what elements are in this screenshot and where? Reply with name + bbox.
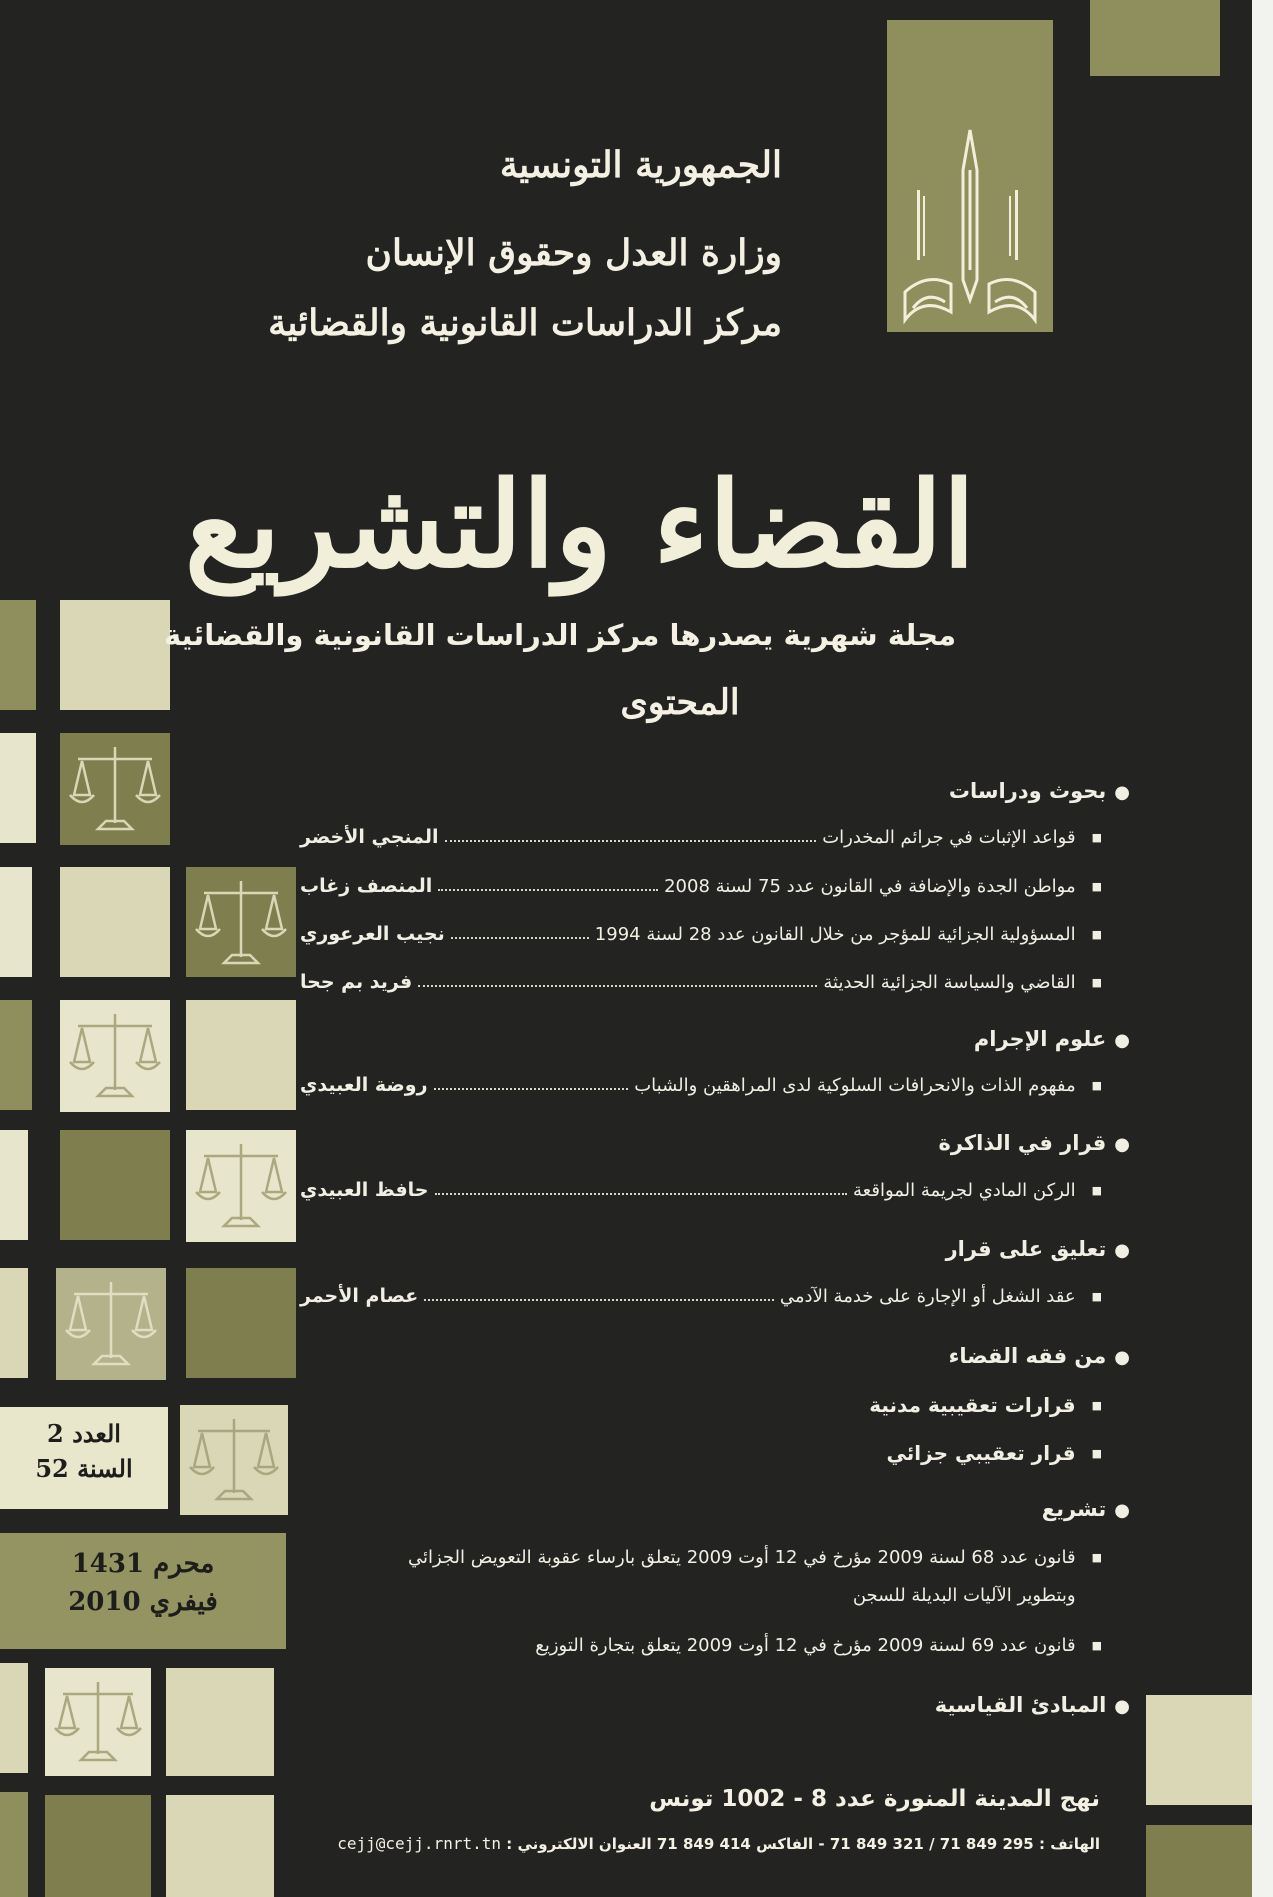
hijri-date: محرم 1431: [71, 1549, 215, 1579]
scales-of-justice-icon: [45, 1668, 151, 1776]
scales-of-justice-icon: [186, 867, 296, 977]
scales-of-justice-icon: [180, 1405, 288, 1515]
deco-square: [166, 1668, 274, 1776]
deco-square: [0, 1792, 28, 1897]
toc-entry-continuation: وبتطوير الآليات البديلة للسجن: [852, 1584, 1076, 1606]
toc-section-heading: ●المبادئ القياسية: [934, 1693, 1130, 1717]
scales-of-justice-icon: [60, 1000, 170, 1112]
ministry-logo: [887, 20, 1053, 332]
toc-entry: ■ قواعد الإثبات في جرائم المخدرات المنجي الأخضر: [300, 826, 1102, 848]
toc-entry: ■ عقد الشغل أو الإجارة على خدمة الآدمي عصام الأحمر: [300, 1285, 1102, 1307]
deco-square: [0, 1663, 28, 1773]
toc-entry: ■ مفهوم الذات والانحرافات السلوكية لدى المراهقين والشباب روضة العبيدي: [300, 1074, 1102, 1096]
toc-section-heading: ●من فقه القضاء: [948, 1344, 1130, 1368]
deco-square: [186, 1130, 296, 1242]
deco-square: [0, 600, 36, 710]
page-edge: [1252, 0, 1273, 1897]
toc-entry: ■ قانون عدد 68 لسنة 2009 مؤرخ في 12 أوت 2009 يتعلق بارساء عقوبة التعويض الجزائي: [407, 1546, 1102, 1568]
toc-entry: ■ القاضي والسياسة الجزائية الحديثة فريد بم جحا: [300, 971, 1102, 993]
scales-of-justice-icon: [60, 733, 170, 845]
toc-entry: ■ قانون عدد 69 لسنة 2009 مؤرخ في 12 أوت 2009 يتعلق بتجارة التوزيع: [535, 1634, 1102, 1656]
scales-of-justice-icon: [186, 1130, 296, 1242]
center-name: مركز الدراسات القانونية والقضائية: [268, 302, 782, 344]
deco-square: [60, 1130, 170, 1240]
deco-square: [0, 1130, 28, 1240]
deco-square: [1090, 0, 1220, 76]
deco-square: [45, 1795, 151, 1897]
deco-square: [56, 1268, 166, 1380]
deco-square: [186, 1268, 296, 1378]
toc-section-heading: ●تعليق على قرار: [945, 1237, 1130, 1261]
deco-square: [1146, 1825, 1252, 1897]
issue-year: السنة 52: [35, 1454, 133, 1483]
scales-of-justice-icon: [56, 1268, 166, 1380]
toc-entry: ■ المسؤولية الجزائية للمؤجر من خلال القانون عدد 28 لسنة 1994 نجيب العرعوري: [300, 923, 1102, 945]
deco-square: [0, 1000, 32, 1110]
toc-entry: ■ قرارات تعقيبية مدنية: [869, 1393, 1102, 1417]
deco-square: [60, 733, 170, 845]
toc-entry: ■ قرار تعقيبي جزائي: [886, 1441, 1102, 1465]
contact-email: cejj@cejj.rnrt.tn: [337, 1834, 501, 1853]
toc-section-heading: ●قرار في الذاكرة: [938, 1131, 1130, 1155]
postal-address: نهج المدينة المنورة عدد 8 - 1002 تونس: [649, 1786, 1100, 1812]
deco-square: [186, 1000, 296, 1110]
deco-square: [60, 1000, 170, 1112]
deco-square: [0, 733, 36, 843]
issue-date-box: [0, 1533, 286, 1649]
journal-subtitle: مجلة شهرية يصدرها مركز الدراسات القانونية والقضائية: [163, 618, 957, 652]
contact-line: [220, 1834, 1100, 1853]
deco-square: [1146, 1695, 1252, 1805]
toc-section-heading: ●تشريع: [1041, 1497, 1130, 1521]
deco-square: [0, 1268, 28, 1378]
toc-section-heading: ●بحوث ودراسات: [948, 779, 1130, 803]
pen-and-books-emblem-icon: [887, 20, 1053, 332]
contact-phone-fax: الهاتف : 295 849 71 / 321 849 71 - الفاكس 414 849 71 العنوان الالكتروني :: [506, 1835, 1100, 1853]
contents-heading: المحتوى: [620, 682, 740, 723]
toc-entry: ■ مواطن الجدة والإضافة في القانون عدد 75 لسنة 2008 المنصف زغاب: [300, 875, 1102, 897]
issue-number-box: [0, 1407, 168, 1509]
toc-section-heading: ●علوم الإجرام: [973, 1027, 1130, 1051]
deco-square: [60, 600, 170, 710]
journal-title: القضاء والتشريع: [184, 455, 976, 594]
deco-square: [186, 867, 296, 977]
gregorian-date: فيفري 2010: [68, 1587, 218, 1617]
issue-number: العدد 2: [47, 1419, 121, 1448]
deco-square: [60, 867, 170, 977]
deco-square: [180, 1405, 288, 1515]
country-name: الجمهورية التونسية: [499, 144, 782, 186]
ministry-name: وزارة العدل وحقوق الإنسان: [365, 232, 782, 274]
deco-square: [0, 867, 32, 977]
deco-square: [45, 1668, 151, 1776]
toc-entry: ■ الركن المادي لجريمة المواقعة حافظ العبيدي: [300, 1179, 1102, 1201]
